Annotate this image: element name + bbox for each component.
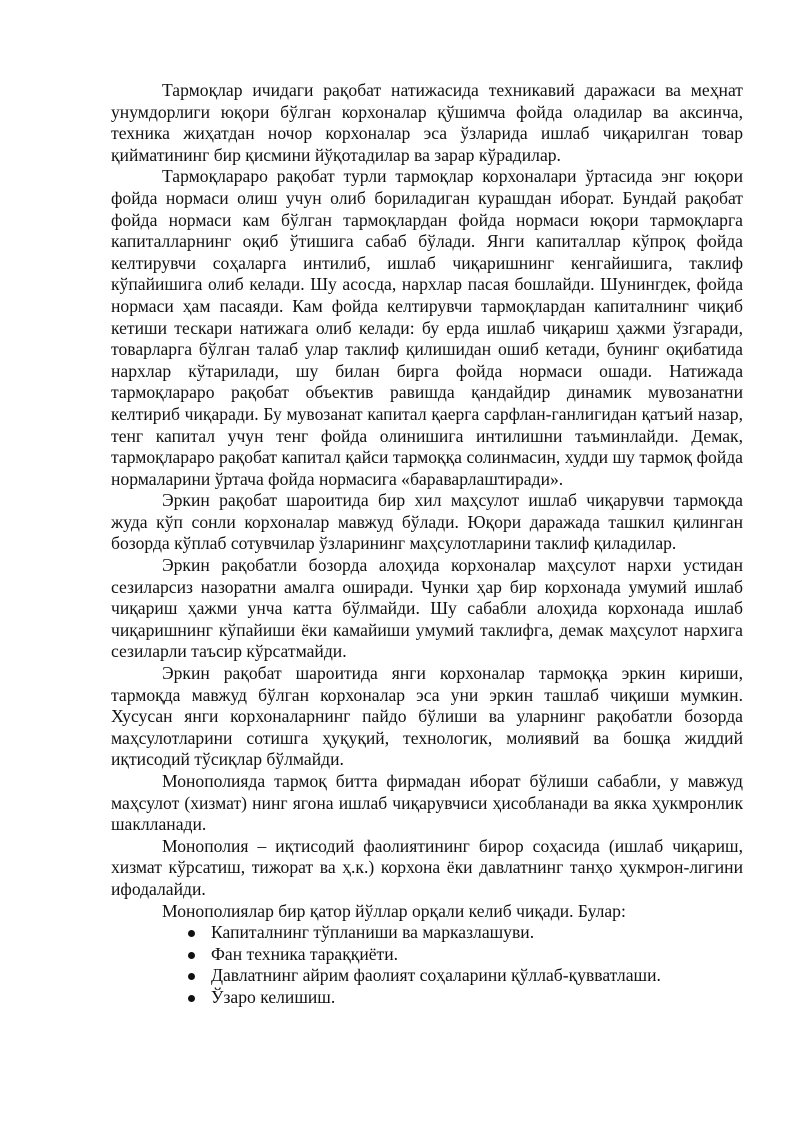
bullet-icon [188, 952, 195, 959]
bullet-text: Капиталнинг тўпланиши ва марказлашуви. [211, 922, 535, 943]
document-page [111, 80, 743, 1009]
paragraph: Монополия – иқтисодий фаолиятининг бирор соҳасида (ишлаб чиқариш, хизмат кўрсатиш, тижорат ва ҳ.к.) корхона ёки давлатнинг танҳо ҳукмрон-лигини ифодалайди. [111, 835, 743, 899]
bullet-list [111, 922, 743, 1008]
bullet-text: Давлатнинг айрим фаолият соҳаларини қўллаб-қувватлаши. [211, 965, 661, 986]
bullet-icon [188, 995, 195, 1002]
bullet-text: Ўзаро келишиш. [211, 986, 336, 1007]
bullet-item [111, 965, 743, 987]
paragraph: Эркин рақобат шароитида янги корхоналар тармоққа эркин кириши, тармоқда мавжуд бўлган корхоналар эса уни эркин ташлаб чиқиши мумкин. Хусусан янги корхоналарнинг пайдо бўлиши ва уларнинг рақобатли бозорда маҳсулотларини сотишга ҳуқуқий, технологик, молиявий ва бошқа жиддий иқтисодий тўсиқлар бўлмайди. [111, 663, 743, 770]
bullet-icon [188, 973, 195, 980]
paragraph: Монополияда тармоқ битта фирмадан иборат бўлиши сабабли, у мавжуд маҳсулот (хизмат) нинг ягона ишлаб чиқарувчиси ҳисобланади ва якка ҳукмронлик шаклланади. [111, 771, 743, 835]
bullet-text: Фан техника тараққиёти. [211, 943, 399, 964]
paragraph: Эркин рақобат шароитида бир хил маҳсулот ишлаб чиқарувчи тармоқда жуда кўп сонли корхоналар мавжуд бўлади. Юқори даражада ташкил қилинган бозорда кўплаб сотувчилар ўзларининг маҳсулотларини таклиф қиладилар. [111, 490, 743, 554]
paragraph: Тармоқлар ичидаги рақобат натижасида техникавий даражаси ва меҳнат унумдорлиги юқори бўлган корхоналар қўшимча фойда оладилар ва аксинча, техника жиҳатдан ночор корхоналар эса ўзларида ишлаб чиқарилган товар қийматининг бир қисмини йўқотадилар ва зарар кўрадилар. [111, 80, 743, 165]
bullet-icon [188, 930, 195, 937]
paragraph: Тармоқлараро рақобат турли тармоқлар корхоналари ўртасида энг юқори фойда нормаси олиш учун олиб бориладиган курашдан иборат. Бундай рақобат фойда нормаси кам бўлган тармоқлардан фойда нормаси юқори тармоқларга капиталларнинг оқиб ўтишига сабаб бўлади. Янги капиталлар кўпроқ фойда келтирувчи соҳаларга интилиб, ишлаб чиқаришнинг кенгайишига, таклиф кўпайишига олиб келади. Шу асосда, нархлар пасая бошлайди. Шунингдек, фойда нормаси ҳам пасаяди. Кам фойда келтирувчи тармоқлардан капиталнинг чиқиб кетиши тескари натижага олиб келади: бу ерда ишлаб чиқариш ҳажми ўзгаради, товарларга бўлган талаб улар таклиф қилишидан ошиб кетади, бунинг оқибатида нархлар кўтарилади, шу билан бирга фойда нормаси ошади. Натижада тармоқлараро рақобат объектив равишда қандайдир динамик мувозанатни келтириб чиқаради. Бу мувозанат капитал қаерга сарфлан-ганлигидан қатъий назар, тенг капитал учун тенг фойда олинишига интилишни таъминлайди. Демак, тармоқлараро рақобат капитал қайси тармоққа солинмасин, худди шу тармоқ фойда нормаларини ўртача фойда нормасига «бараварлаштиради». [111, 166, 743, 489]
bullet-item [111, 987, 743, 1009]
bullet-item [111, 922, 743, 944]
bullet-item [111, 944, 743, 966]
paragraph: Эркин рақобатли бозорда алоҳида корхоналар маҳсулот нархи устидан сезиларсиз назоратни амалга оширади. Чунки ҳар бир корхонада умумий ишлаб чиқариш ҳажми унча катта бўлмайди. Шу сабабли алоҳида корхонада ишлаб чиқаришнинг кўпайиши ёки камайиши умумий таклифга, демак маҳсулот нархига сезиларли таъсир кўрсатмайди. [111, 555, 743, 662]
paragraph: Монополиялар бир қатор йўллар орқали келиб чиқади. Булар: [162, 900, 626, 921]
